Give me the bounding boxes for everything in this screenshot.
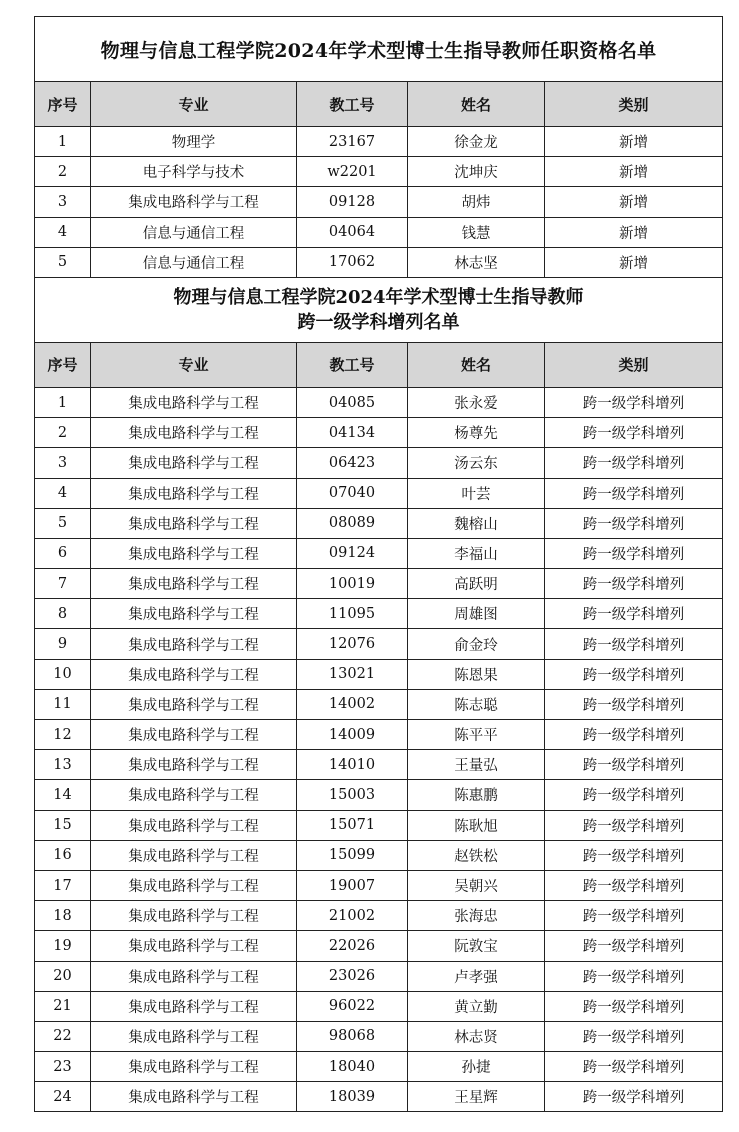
section1-title: 物理与信息工程学院2024年学术型博士生指导教师任职资格名单 — [35, 17, 723, 82]
table-row — [35, 961, 723, 991]
column-header-index: 序号 — [35, 342, 91, 387]
table-row — [35, 720, 723, 750]
cell-staff-id: 07040 — [297, 478, 408, 508]
column-header-major: 专业 — [91, 82, 297, 127]
cell-name: 徐金龙 — [408, 127, 545, 157]
cell-index: 20 — [35, 961, 91, 991]
cell-index: 4 — [35, 478, 91, 508]
cell-name: 陈平平 — [408, 720, 545, 750]
cell-major: 集成电路科学与工程 — [91, 187, 297, 217]
cell-category: 跨一级学科增列 — [545, 538, 723, 568]
table-row — [35, 810, 723, 840]
cell-name: 陈耿旭 — [408, 810, 545, 840]
cell-major: 集成电路科学与工程 — [91, 1082, 297, 1112]
cell-name: 张海忠 — [408, 901, 545, 931]
cell-major: 集成电路科学与工程 — [91, 508, 297, 538]
cell-name: 阮敦宝 — [408, 931, 545, 961]
cell-index: 2 — [35, 157, 91, 187]
cell-index: 8 — [35, 599, 91, 629]
cell-category: 跨一级学科增列 — [545, 689, 723, 719]
table-row — [35, 217, 723, 247]
cell-name: 俞金玲 — [408, 629, 545, 659]
cell-staff-id: 15003 — [297, 780, 408, 810]
cell-name: 汤云东 — [408, 448, 545, 478]
table-row — [35, 127, 723, 157]
table-row — [35, 931, 723, 961]
cell-index: 23 — [35, 1052, 91, 1082]
cell-category: 跨一级学科增列 — [545, 478, 723, 508]
cell-staff-id: 14010 — [297, 750, 408, 780]
table-row — [35, 1082, 723, 1112]
cell-staff-id: 04064 — [297, 217, 408, 247]
cell-major: 集成电路科学与工程 — [91, 689, 297, 719]
cell-index: 18 — [35, 901, 91, 931]
cell-category: 新增 — [545, 127, 723, 157]
cell-name: 李福山 — [408, 538, 545, 568]
cell-staff-id: 22026 — [297, 931, 408, 961]
cell-category: 跨一级学科增列 — [545, 1082, 723, 1112]
cell-major: 集成电路科学与工程 — [91, 1021, 297, 1051]
cell-staff-id: 04134 — [297, 418, 408, 448]
cell-category: 跨一级学科增列 — [545, 448, 723, 478]
table-row — [35, 840, 723, 870]
faculty-table — [34, 16, 723, 1112]
cell-category: 跨一级学科增列 — [545, 901, 723, 931]
cell-major: 集成电路科学与工程 — [91, 840, 297, 870]
table-row — [35, 1052, 723, 1082]
cell-major: 集成电路科学与工程 — [91, 478, 297, 508]
cell-category: 跨一级学科增列 — [545, 599, 723, 629]
cell-name: 陈志聪 — [408, 689, 545, 719]
cell-major: 信息与通信工程 — [91, 247, 297, 277]
cell-category: 跨一级学科增列 — [545, 810, 723, 840]
cell-staff-id: 15071 — [297, 810, 408, 840]
cell-major: 集成电路科学与工程 — [91, 720, 297, 750]
table-row — [35, 478, 723, 508]
cell-staff-id: w2201 — [297, 157, 408, 187]
column-header-category: 类别 — [545, 342, 723, 387]
table-row — [35, 508, 723, 538]
cell-index: 5 — [35, 508, 91, 538]
document-sheet — [34, 16, 722, 1112]
cell-staff-id: 98068 — [297, 1021, 408, 1051]
cell-name: 孙捷 — [408, 1052, 545, 1082]
table-row — [35, 387, 723, 417]
cell-name: 王星辉 — [408, 1082, 545, 1112]
cell-index: 15 — [35, 810, 91, 840]
table-row — [35, 870, 723, 900]
table-row — [35, 157, 723, 187]
cell-category: 跨一级学科增列 — [545, 961, 723, 991]
section2-header-row — [35, 342, 723, 387]
cell-staff-id: 21002 — [297, 901, 408, 931]
cell-name: 张永爱 — [408, 387, 545, 417]
cell-category: 跨一级学科增列 — [545, 569, 723, 599]
cell-category: 跨一级学科增列 — [545, 387, 723, 417]
cell-name: 林志贤 — [408, 1021, 545, 1051]
cell-category: 跨一级学科增列 — [545, 991, 723, 1021]
cell-staff-id: 09124 — [297, 538, 408, 568]
cell-index: 10 — [35, 659, 91, 689]
section2-title-line1: 物理与信息工程学院2024年学术型博士生指导教师 — [173, 286, 584, 308]
cell-category: 新增 — [545, 247, 723, 277]
cell-staff-id: 96022 — [297, 991, 408, 1021]
table-row — [35, 629, 723, 659]
cell-name: 魏榕山 — [408, 508, 545, 538]
cell-index: 2 — [35, 418, 91, 448]
table-row — [35, 1021, 723, 1051]
cell-staff-id: 14009 — [297, 720, 408, 750]
cell-major: 集成电路科学与工程 — [91, 659, 297, 689]
cell-staff-id: 23026 — [297, 961, 408, 991]
column-header-category: 类别 — [545, 82, 723, 127]
cell-major: 集成电路科学与工程 — [91, 810, 297, 840]
table-row — [35, 187, 723, 217]
cell-index: 19 — [35, 931, 91, 961]
cell-category: 跨一级学科增列 — [545, 659, 723, 689]
table-row — [35, 448, 723, 478]
cell-index: 14 — [35, 780, 91, 810]
section1-header-row — [35, 82, 723, 127]
table-row — [35, 659, 723, 689]
cell-staff-id: 19007 — [297, 870, 408, 900]
cell-major: 集成电路科学与工程 — [91, 750, 297, 780]
cell-staff-id: 06423 — [297, 448, 408, 478]
cell-major: 集成电路科学与工程 — [91, 1052, 297, 1082]
cell-name: 周雄图 — [408, 599, 545, 629]
section2-title — [35, 277, 723, 342]
cell-index: 22 — [35, 1021, 91, 1051]
section2-title-row — [35, 277, 723, 342]
cell-major: 集成电路科学与工程 — [91, 780, 297, 810]
cell-category: 跨一级学科增列 — [545, 629, 723, 659]
cell-staff-id: 10019 — [297, 569, 408, 599]
cell-category: 新增 — [545, 187, 723, 217]
cell-staff-id: 09128 — [297, 187, 408, 217]
cell-name: 吴朝兴 — [408, 870, 545, 900]
table-row — [35, 901, 723, 931]
cell-index: 6 — [35, 538, 91, 568]
table-row — [35, 538, 723, 568]
table-row — [35, 991, 723, 1021]
table-row — [35, 780, 723, 810]
cell-major: 集成电路科学与工程 — [91, 991, 297, 1021]
cell-name: 黄立勤 — [408, 991, 545, 1021]
cell-index: 5 — [35, 247, 91, 277]
table-row — [35, 750, 723, 780]
cell-name: 钱慧 — [408, 217, 545, 247]
cell-name: 赵铁松 — [408, 840, 545, 870]
cell-name: 沈坤庆 — [408, 157, 545, 187]
cell-category: 跨一级学科增列 — [545, 780, 723, 810]
cell-staff-id: 18040 — [297, 1052, 408, 1082]
cell-name: 卢孝强 — [408, 961, 545, 991]
cell-index: 1 — [35, 387, 91, 417]
faculty-table-body — [35, 17, 723, 1112]
cell-major: 集成电路科学与工程 — [91, 387, 297, 417]
cell-name: 林志坚 — [408, 247, 545, 277]
cell-major: 集成电路科学与工程 — [91, 569, 297, 599]
cell-staff-id: 14002 — [297, 689, 408, 719]
cell-major: 集成电路科学与工程 — [91, 629, 297, 659]
cell-index: 3 — [35, 448, 91, 478]
cell-major: 集成电路科学与工程 — [91, 961, 297, 991]
column-header-index: 序号 — [35, 82, 91, 127]
cell-index: 16 — [35, 840, 91, 870]
cell-staff-id: 04085 — [297, 387, 408, 417]
cell-staff-id: 18039 — [297, 1082, 408, 1112]
cell-index: 3 — [35, 187, 91, 217]
cell-name: 杨尊先 — [408, 418, 545, 448]
table-row — [35, 599, 723, 629]
cell-staff-id: 17062 — [297, 247, 408, 277]
column-header-major: 专业 — [91, 342, 297, 387]
cell-major: 电子科学与技术 — [91, 157, 297, 187]
cell-index: 11 — [35, 689, 91, 719]
cell-category: 跨一级学科增列 — [545, 931, 723, 961]
cell-name: 叶芸 — [408, 478, 545, 508]
cell-category: 跨一级学科增列 — [545, 720, 723, 750]
cell-index: 7 — [35, 569, 91, 599]
table-row — [35, 247, 723, 277]
cell-name: 陈惠鹏 — [408, 780, 545, 810]
cell-major: 物理学 — [91, 127, 297, 157]
cell-major: 集成电路科学与工程 — [91, 870, 297, 900]
section1-title-row — [35, 17, 723, 82]
cell-index: 17 — [35, 870, 91, 900]
cell-name: 高跃明 — [408, 569, 545, 599]
cell-major: 集成电路科学与工程 — [91, 538, 297, 568]
cell-name: 王量弘 — [408, 750, 545, 780]
cell-staff-id: 15099 — [297, 840, 408, 870]
cell-category: 跨一级学科增列 — [545, 870, 723, 900]
table-row — [35, 418, 723, 448]
table-row — [35, 569, 723, 599]
cell-index: 24 — [35, 1082, 91, 1112]
cell-major: 信息与通信工程 — [91, 217, 297, 247]
cell-name: 陈恩果 — [408, 659, 545, 689]
cell-staff-id: 13021 — [297, 659, 408, 689]
cell-staff-id: 23167 — [297, 127, 408, 157]
cell-category: 新增 — [545, 157, 723, 187]
cell-index: 21 — [35, 991, 91, 1021]
cell-staff-id: 11095 — [297, 599, 408, 629]
column-header-staff-id: 教工号 — [297, 342, 408, 387]
column-header-staff-id: 教工号 — [297, 82, 408, 127]
cell-index: 9 — [35, 629, 91, 659]
cell-index: 12 — [35, 720, 91, 750]
cell-name: 胡炜 — [408, 187, 545, 217]
cell-major: 集成电路科学与工程 — [91, 931, 297, 961]
cell-index: 13 — [35, 750, 91, 780]
cell-category: 跨一级学科增列 — [545, 750, 723, 780]
cell-index: 1 — [35, 127, 91, 157]
column-header-name: 姓名 — [408, 342, 545, 387]
cell-category: 跨一级学科增列 — [545, 1052, 723, 1082]
cell-staff-id: 12076 — [297, 629, 408, 659]
cell-category: 新增 — [545, 217, 723, 247]
cell-major: 集成电路科学与工程 — [91, 418, 297, 448]
cell-major: 集成电路科学与工程 — [91, 448, 297, 478]
column-header-name: 姓名 — [408, 82, 545, 127]
table-row — [35, 689, 723, 719]
section2-title-line2: 跨一级学科增列名单 — [297, 311, 460, 333]
cell-category: 跨一级学科增列 — [545, 508, 723, 538]
cell-major: 集成电路科学与工程 — [91, 599, 297, 629]
cell-staff-id: 08089 — [297, 508, 408, 538]
cell-category: 跨一级学科增列 — [545, 840, 723, 870]
cell-index: 4 — [35, 217, 91, 247]
cell-category: 跨一级学科增列 — [545, 418, 723, 448]
cell-category: 跨一级学科增列 — [545, 1021, 723, 1051]
cell-major: 集成电路科学与工程 — [91, 901, 297, 931]
